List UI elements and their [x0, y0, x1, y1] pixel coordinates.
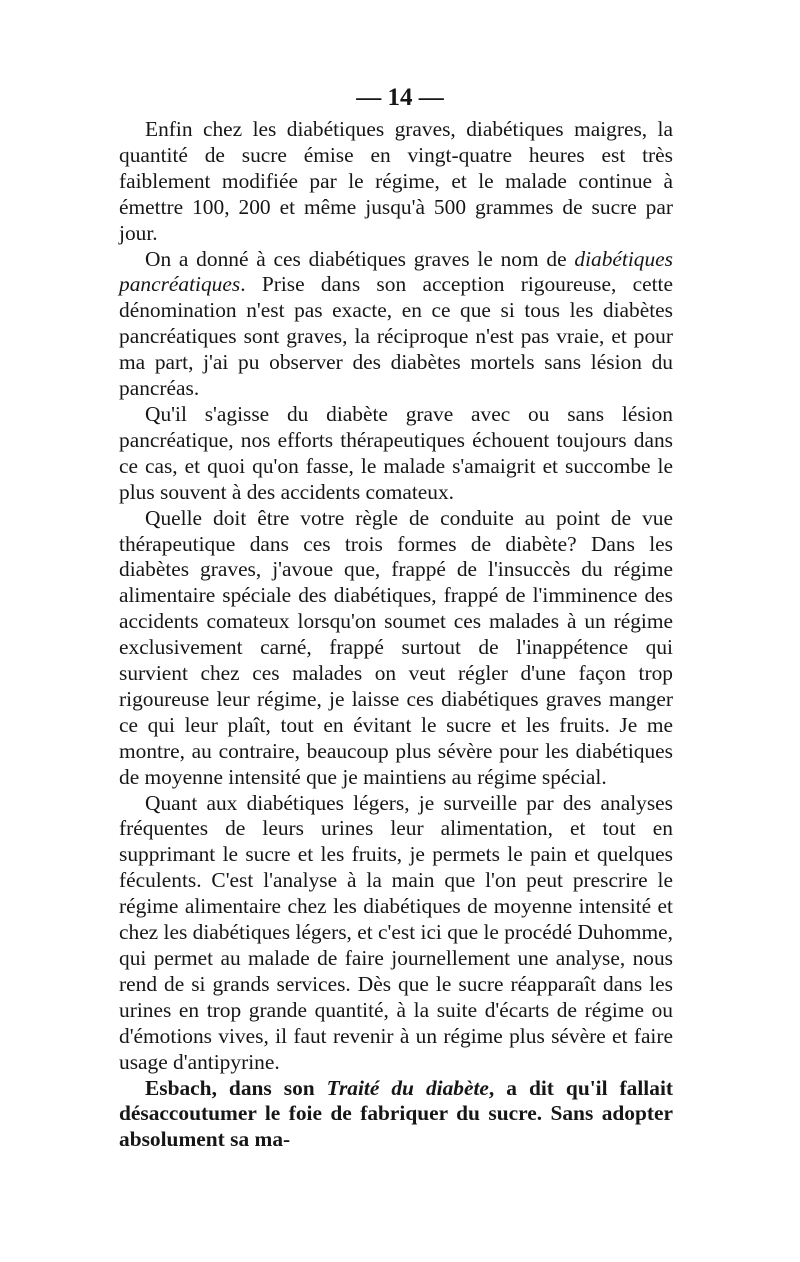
paragraph-2-text-start: On a donné à ces diabétiques graves le nom de: [145, 246, 575, 271]
body-text: [119, 117, 673, 1153]
paragraph-6-text-end: , a dit qu'il fallait désaccoutumer le foie de fabriquer du sucre. Sans adopter absolument sa ma-: [119, 1075, 674, 1152]
italic-term: diabétiques pancréatiques: [119, 246, 673, 297]
paragraph-6-text-start: Esbach, dans son: [145, 1075, 327, 1100]
paragraph-4: Quelle doit être votre règle de conduite au point de vue thérapeutique dans ces trois formes de diabète? Dans les diabètes graves, j'avoue que, frappé de l'insuccès du régime alimentaire spéciale des diabétiques, frappé de l'imminence des accidents comateux lorsqu'on soumet ces malades à un régime exclusivement carné, frappé surtout de l'inappétence qui survient chez ces malades on veut régler d'une façon trop rigoureuse leur régime, je laisse ces diabétiques graves manger ce qui leur plaît, tout en évitant le sucre et les fruits. Je me montre, au contraire, beaucoup plus sévère pour les diabétiques de moyenne intensité que je maintiens au régime spécial.: [119, 505, 673, 789]
paragraph-5: Quant aux diabétiques légers, je surveille par des analyses fréquentes de leurs urines leur alimentation, et tout en supprimant le sucre et les fruits, je permets le pain et quelques féculents. C'est l'analyse à la main que l'on peut prescrire le régime alimentaire chez les diabétiques de moyenne intensité et chez les diabétiques légers, et c'est ici que le procédé Duhomme, qui permet au malade de faire journellement une analyse, nous rend de si grands services. Dès que le sucre réapparaît dans les urines en trop grande quantité, à la suite d'écarts de régime ou d'émotions vives, il faut revenir à un régime plus sévère et faire usage d'antipyrine.: [119, 790, 673, 1074]
paragraph-6: [119, 1076, 673, 1154]
book-title: Traité du diabète: [326, 1075, 489, 1100]
paragraph-2: [119, 247, 673, 402]
page-number: — 14 —: [356, 84, 444, 111]
paragraph-1: Enfin chez les diabétiques graves, diabétiques maigres, la quantité de sucre émise en vingt-quatre heures est très faiblement modifiée par le régime, et le malade continue à émettre 100, 200 et même jusqu'à 500 grammes de sucre par jour.: [119, 117, 673, 245]
paragraph-2-text-end: . Prise dans son acception rigoureuse, cette dénomination n'est pas exacte, en ce que si tous les diabètes pancréatiques sont graves, la réciproque n'est pas vraie, et pour ma part, j'ai pu observer des diabètes mortels sans lésion du pancréas.: [119, 272, 673, 401]
paragraph-3: Qu'il s'agisse du diabète grave avec ou sans lésion pancréatique, nos efforts thérapeutiques échouent toujours dans ce cas, et quoi qu'on fasse, le malade s'amaigrit et succombe le plus souvent à des accidents comateux.: [119, 401, 673, 504]
